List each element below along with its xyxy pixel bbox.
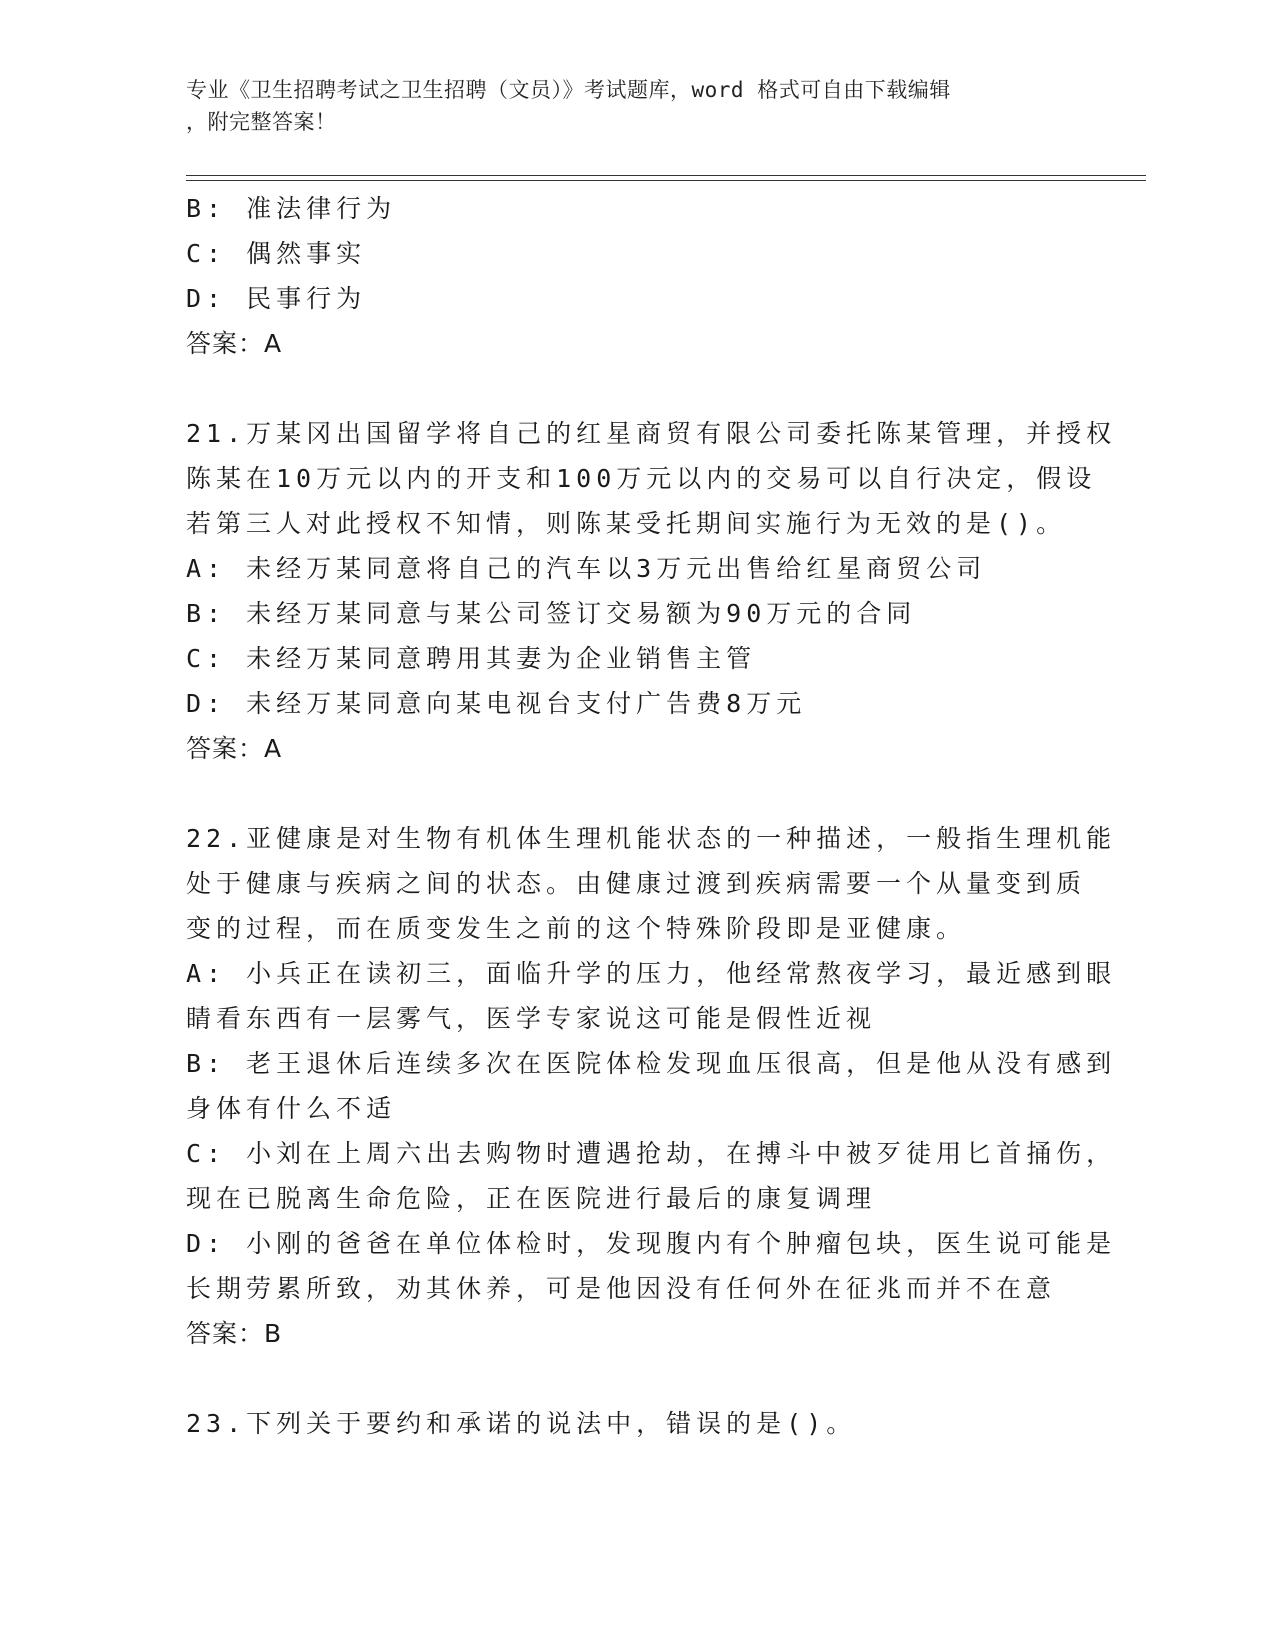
option-b: B: 老王退休后连续多次在医院体检发现血压很高，但是他从没有感到: [186, 1049, 1117, 1078]
question-stem-line: 变的过程，而在质变发生之前的这个特殊阶段即是亚健康。: [186, 914, 967, 943]
option-d: D: 民事行为: [186, 284, 367, 313]
option-d-continued: 长期劳累所致，劝其休养，可是他因没有任何外在征兆而并不在意: [186, 1274, 1057, 1303]
question-stem-line: 23.下列关于要约和承诺的说法中，错误的是()。: [186, 1409, 857, 1438]
option-c-continued: 现在已脱离生命危险，正在医院进行最后的康复调理: [186, 1184, 877, 1213]
option-c: C: 偶然事实: [186, 239, 367, 268]
previous-question-tail: [186, 186, 1066, 366]
header-title-line-1: 专业《卫生招聘考试之卫生招聘（文员）》考试题库，word 格式可自由下载编辑: [186, 78, 951, 102]
option-c: C: 小刘在上周六出去购物时遭遇抢劫，在搏斗中被歹徒用匕首捅伤，: [186, 1139, 1117, 1168]
answer-line: 答案：A: [186, 734, 283, 763]
question-stem-line: 22.亚健康是对生物有机体生理机能状态的一种描述，一般指生理机能: [186, 824, 1117, 853]
spacer: [186, 771, 1066, 816]
option-c: C: 未经万某同意聘用其妻为企业销售主管: [186, 644, 757, 673]
question-stem-line: 21.万某冈出国留学将自己的红星商贸有限公司委托陈某管理，并授权: [186, 419, 1117, 448]
question-22: [186, 816, 1117, 1356]
question-21: [186, 411, 1117, 771]
header-title-line-2: ，附完整答案！: [186, 110, 337, 134]
spacer: [186, 1356, 1066, 1401]
option-a-continued: 睛看东西有一层雾气，医学专家说这可能是假性近视: [186, 1004, 877, 1033]
spacer: [186, 366, 1066, 411]
answer-line: 答案：A: [186, 329, 283, 358]
option-a: A: 未经万某同意将自己的汽车以3万元出售给红星商贸公司: [186, 554, 987, 583]
option-b: B: 准法律行为: [186, 194, 397, 223]
question-stem-line: 若第三人对此授权不知情，则陈某受托期间实施行为无效的是()。: [186, 509, 1067, 538]
header-divider: [186, 175, 1146, 181]
question-stem-line: 处于健康与疾病之间的状态。由健康过渡到疾病需要一个从量变到质: [186, 869, 1087, 898]
answer-line: 答案：B: [186, 1319, 283, 1348]
option-d: D: 未经万某同意向某电视台支付广告费8万元: [186, 689, 807, 718]
option-a: A: 小兵正在读初三，面临升学的压力，他经常熬夜学习，最近感到眼: [186, 959, 1117, 988]
option-b: B: 未经万某同意与某公司签订交易额为90万元的合同: [186, 599, 917, 628]
option-d: D: 小刚的爸爸在单位体检时，发现腹内有个肿瘤包块，医生说可能是: [186, 1229, 1117, 1258]
question-stem-line: 陈某在10万元以内的开支和100万元以内的交易可以自行决定，假设: [186, 464, 1097, 493]
question-23: [186, 1401, 1066, 1446]
option-b-continued: 身体有什么不适: [186, 1094, 397, 1123]
document-body: [186, 186, 1117, 1446]
page-header: [186, 74, 1066, 138]
